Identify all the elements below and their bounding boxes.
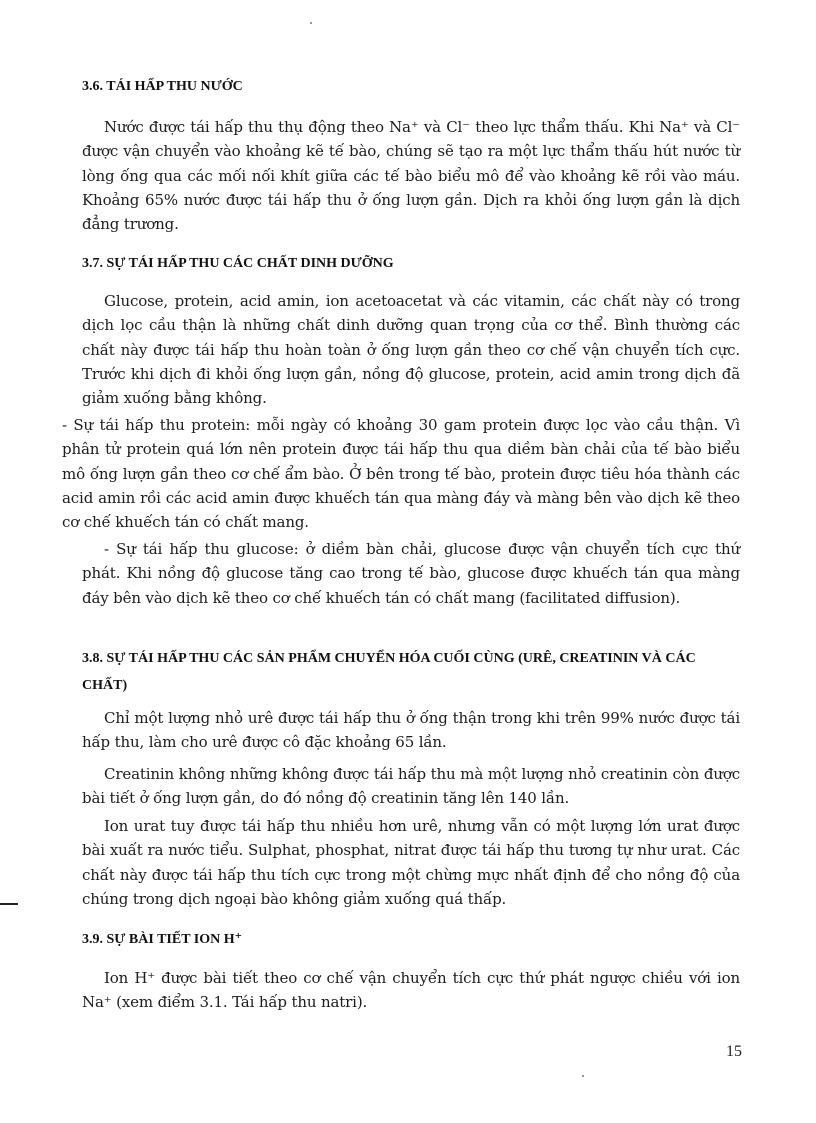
paragraph-creatinine: Creatinin không những không được tái hấp thu mà một lượng nhỏ creatinin còn được bài tiết ở ống lượn gần, do đó nồng độ creatinin tăng lên 140 lần. bbox=[82, 765, 740, 808]
scan-speck bbox=[310, 22, 312, 24]
scan-speck bbox=[582, 1075, 584, 1077]
paragraph-nutrients-intro: Glucose, protein, acid amin, ion acetoacetat và các vitamin, các chất này có trong dịch lọc cầu thận là những chất dinh dưỡng quan trọng của cơ thể. Bình thường các chất này được tái hấp thu hoàn toàn ở ống lượn gần theo cơ chế vận chuyển tích cực. Trước khi dịch đi khỏi ống lượn gần, nồng độ glucose, protein, acid amin trong dịch đã giảm xuống bằng không. bbox=[82, 292, 740, 408]
margin-mark bbox=[0, 903, 18, 905]
paragraph-urea: Chỉ một lượng nhỏ urê được tái hấp thu ở ống thận trong khi trên 99% nước được tái hấp thu, làm cho urê được cô đặc khoảng 65 lần. bbox=[82, 709, 740, 752]
section-heading-3-7: 3.7. SỰ TÁI HẤP THU CÁC CHẤT DINH DƯỠNG bbox=[82, 256, 394, 271]
paragraph-water-reabsorption: Nước được tái hấp thu thụ động theo Na⁺ và Cl⁻ theo lực thẩm thấu. Khi Na⁺ và Cl⁻ được vận chuyển vào khoảng kẽ tế bào, chúng sẽ tạo ra một lực thẩm thấu hút nước từ lòng ống qua các mối nối khít giữa các tế bào biểu mô để vào khoảng kẽ rồi vào máu. Khoảng 65% nước được tái hấp thu ở ống lượn gần. Dịch ra khỏi ống lượn gần là dịch đẳng trương. bbox=[82, 118, 740, 234]
section-heading-3-8: 3.8. SỰ TÁI HẤP THU CÁC SẢN PHẨM CHUYỂN HÓA CUỐI CÙNG (URÊ, CREATININ VÀ CÁC CHẤT) bbox=[82, 651, 696, 693]
paragraph-glucose-reabsorption: - Sự tái hấp thu glucose: ở diềm bàn chải, glucose được vận chuyển tích cực thứ phát. Khi nồng độ glucose tăng cao trong tế bào, glucose được khuếch tán qua màng đáy bên vào dịch kẽ theo cơ chế khuếch tán có chất mang (facilitated diffusion). bbox=[82, 540, 740, 607]
section-heading-3-9: 3.9. SỰ BÀI TIẾT ION H⁺ bbox=[82, 932, 243, 947]
section-heading-3-6: 3.6. TÁI HẤP THU NƯỚC bbox=[82, 79, 243, 94]
paragraph-hydrogen-secretion: Ion H⁺ được bài tiết theo cơ chế vận chuyển tích cực thứ phát ngược chiều với ion Na⁺ (xem điểm 3.1. Tái hấp thu natri). bbox=[82, 969, 740, 1012]
paragraph-protein-reabsorption: - Sự tái hấp thu protein: mỗi ngày có khoảng 30 gam protein được lọc vào cầu thận. Vì phân tử protein quá lớn nên protein được tái hấp thu qua diềm bàn chải của tế bào biểu mô ống lượn gần theo cơ chế ẩm bào. Ở bên trong tế bào, protein được tiêu hóa thành các acid amin rồi các acid amin được khuếch tán qua màng đáy và màng bên vào dịch kẽ theo cơ chế khuếch tán có chất mang. bbox=[62, 416, 740, 532]
page-number: 15 bbox=[726, 1043, 742, 1060]
paragraph-urate: Ion urat tuy được tái hấp thu nhiều hơn urê, nhưng vẫn có một lượng lớn urat được bài xuất ra nước tiểu. Sulphat, phosphat, nitrat được tái hấp thu tương tự như urat. Các chất này được tái hấp thu tích cực trong một chừng mực nhất định để cho nồng độ của chúng trong dịch ngoại bào không giảm xuống quá thấp. bbox=[82, 817, 740, 908]
